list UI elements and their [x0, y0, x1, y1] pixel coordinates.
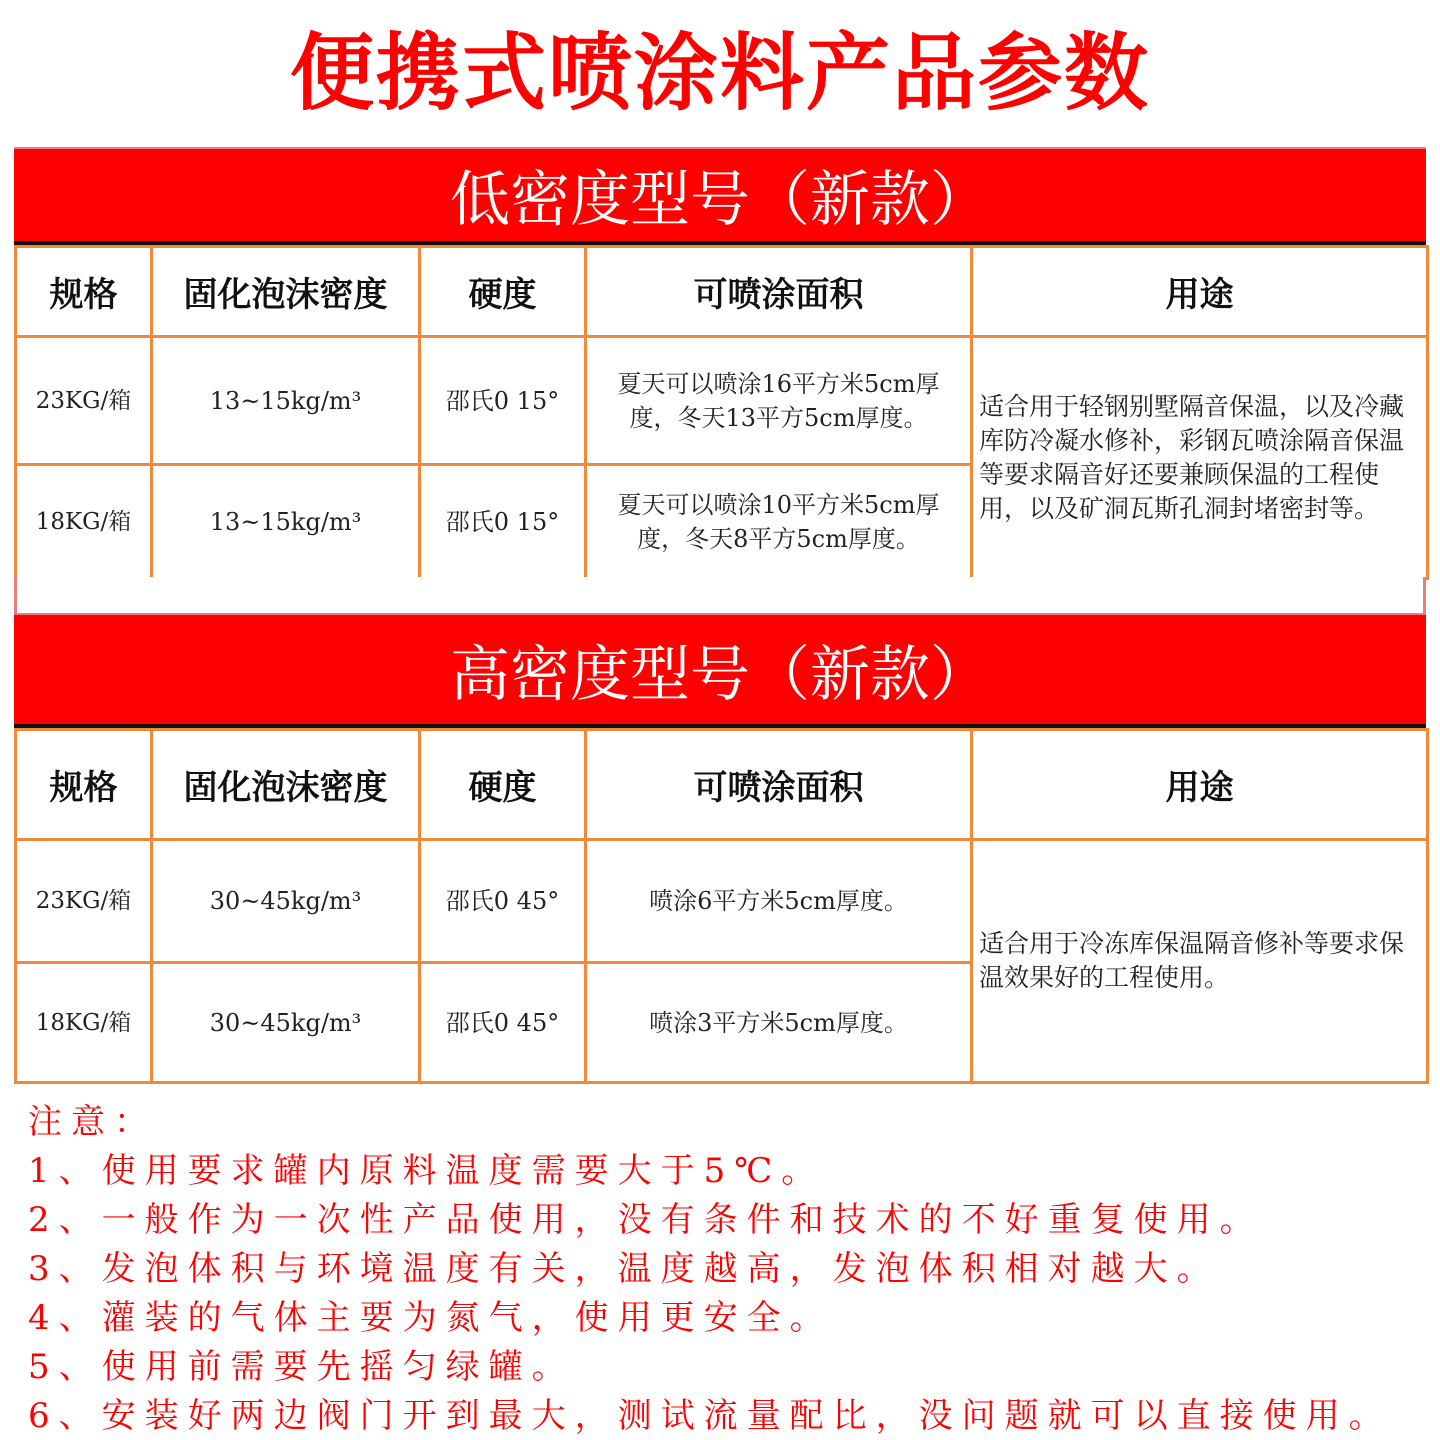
cell-spec: 23KG/箱 [16, 337, 152, 465]
cell-hardness: 邵氏0 15° [420, 465, 586, 579]
header-hardness: 硬度 [420, 247, 586, 337]
table-row [16, 840, 1428, 963]
cell-usage: 适合用于轻钢别墅隔音保温，以及冷藏库防冷凝水修补，彩钢瓦喷涂隔音保温等要求隔音好还要兼顾保温的工程使用，以及矿洞瓦斯孔洞封堵密封等。 [972, 337, 1428, 579]
note-item: 6、安装好两边阀门开到最大，测试流量配比，没问题就可以直接使用。 [28, 1396, 1392, 1436]
cell-density: 30~45kg/m³ [152, 963, 420, 1083]
note-item: 2、一般作为一次性产品使用，没有条件和技术的不好重复使用。 [28, 1200, 1263, 1240]
header-usage: 用途 [972, 247, 1428, 337]
cell-density: 30~45kg/m³ [152, 840, 420, 963]
cell-area: 夏天可以喷涂10平方米5cm厚度，冬天8平方5cm厚度。 [586, 465, 972, 579]
high-density-table [14, 728, 1429, 1084]
header-usage: 用途 [972, 730, 1428, 840]
header-area: 可喷涂面积 [586, 730, 972, 840]
header-hardness: 硬度 [420, 730, 586, 840]
cell-area: 喷涂3平方米5cm厚度。 [586, 963, 972, 1083]
note-item: 5、使用前需要先摇匀绿罐。 [28, 1347, 575, 1387]
header-density: 固化泡沫密度 [152, 730, 420, 840]
header-area: 可喷涂面积 [586, 247, 972, 337]
table-header-row [16, 730, 1428, 840]
cell-spec: 18KG/箱 [16, 465, 152, 579]
cell-hardness: 邵氏0 45° [420, 840, 586, 963]
header-spec: 规格 [16, 730, 152, 840]
cell-usage: 适合用于冷冻库保温隔音修补等要求保温效果好的工程使用。 [972, 840, 1428, 1083]
notes-heading: 注意： [28, 1102, 157, 1142]
cell-spec: 23KG/箱 [16, 840, 152, 963]
cell-density: 13~15kg/m³ [152, 465, 420, 579]
note-item: 1、使用要求罐内原料温度需要大于5℃。 [28, 1151, 825, 1191]
note-item: 3、发泡体积与环境温度有关，温度越高，发泡体积相对越大。 [28, 1249, 1220, 1289]
table-row [16, 337, 1428, 465]
high-density-banner: 高密度型号（新款） [14, 613, 1426, 728]
header-spec: 规格 [16, 247, 152, 337]
cell-hardness: 邵氏0 45° [420, 963, 586, 1083]
header-density: 固化泡沫密度 [152, 247, 420, 337]
cell-hardness: 邵氏0 15° [420, 337, 586, 465]
cell-area: 喷涂6平方米5cm厚度。 [586, 840, 972, 963]
note-item: 4、灌装的气体主要为氮气，使用更安全。 [28, 1298, 833, 1338]
low-density-banner: 低密度型号（新款） [14, 147, 1426, 245]
page-title: 便携式喷涂料产品参数 [289, 24, 1150, 122]
table-header-row [16, 247, 1428, 337]
cell-area: 夏天可以喷涂16平方米5cm厚度，冬天13平方5cm厚度。 [586, 337, 972, 465]
low-density-table [14, 245, 1429, 580]
section-divider [14, 577, 1426, 613]
cell-spec: 18KG/箱 [16, 963, 152, 1083]
cell-density: 13~15kg/m³ [152, 337, 420, 465]
notes-section [28, 1098, 1428, 1440]
